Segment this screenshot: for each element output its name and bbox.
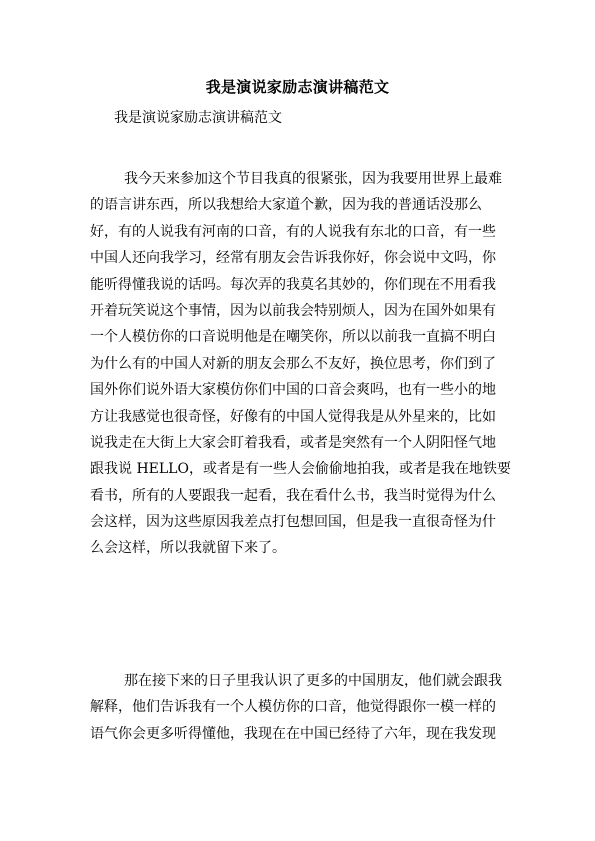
paragraph-line: 中国人还向我学习，经常有朋友会告诉我你好，你会说中文吗，你: [90, 250, 496, 267]
paragraph-line: 跟我说 HELLO，或者是有一些人会偷偷地拍我，或者是我在地铁要: [90, 461, 511, 478]
paragraph-line: 会这样，因为这些原因我差点打包想回国，但是我一直很奇怪为什: [90, 514, 496, 531]
paragraph-line: 方让我感觉也很奇怪，好像有的中国人觉得我是从外星来的，比如: [90, 408, 496, 425]
paragraph-line: 为什么有的中国人对新的朋友会那么不友好，换位思考，你们到了: [90, 355, 496, 372]
paragraph-line: 好，有的人说我有河南的口音，有的人说我有东北的口音，有一些: [90, 223, 496, 240]
body-paragraph: [90, 668, 530, 747]
paragraph-line: 解释，他们告诉我有一个人模仿你的口音，他觉得跟你一模一样的: [90, 699, 496, 716]
body-paragraph: [90, 166, 530, 562]
paragraph-line: 看书，所有的人要跟我一起看，我在看什么书，我当时觉得为什么: [90, 487, 496, 504]
paragraph-line: 那在接下来的日子里我认识了更多的中国朋友，他们就会跟我: [124, 673, 502, 689]
paragraph-line: 语气你会更多听得懂他，我现在在中国已经待了六年，现在我发现: [90, 725, 496, 742]
paragraph-line: 说我走在大街上大家会盯着我看，或者是突然有一个人阴阳怪气地: [90, 434, 496, 451]
document-subtitle: 我是演说家励志演讲稿范文: [114, 110, 282, 126]
paragraph-line: 开着玩笑说这个事情，因为以前我会特别烦人，因为在国外如果有: [90, 302, 496, 319]
paragraph-line: 一个人模仿你的口音说明他是在嘲笑你，所以以前我一直搞不明白: [90, 329, 496, 346]
paragraph-line: 能听得懂我说的话吗。每次弄的我莫名其妙的，你们现在不用看我: [90, 276, 496, 293]
paragraph-line: 我今天来参加这个节目我真的很紧张，因为我要用世界上最难: [124, 171, 502, 187]
paragraph-line: 国外你们说外语大家模仿你们中国的口音会爽吗，也有一些小的地: [90, 382, 496, 399]
paragraph-line: 的语言讲东西，所以我想给大家道个歉，因为我的普通话没那么: [90, 197, 482, 214]
document-title: 我是演说家励志演讲稿范文: [205, 78, 390, 96]
paragraph-line: 么会这样，所以我就留下来了。: [90, 540, 286, 557]
